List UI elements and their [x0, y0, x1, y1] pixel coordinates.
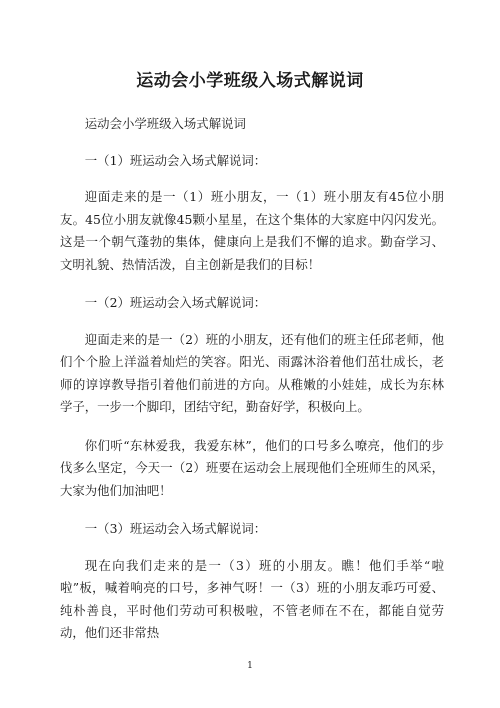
section-heading-class-1: 一（1）班运动会入场式解说词： [84, 152, 267, 168]
section-heading-class-3: 一（3）班运动会入场式解说词： [84, 521, 267, 536]
paragraph-class-2-b: 你们听“东林爱我，我爱东林”，他们的口号多么嘹亮，他们的步伐多么坚定，今天一（2）班要在运动会上展现他们全班师生的风采，大家为他们加油吧！ [60, 437, 444, 498]
paragraph-class-3: 现在向我们走来的是一（3）班的小朋友。瞧！他们手举“啦啦”板，喊着响亮的口号，多神气呀！一（3）班的小朋友乖巧可爱、纯朴善良，平时他们劳动可积极啦，不管老师在不在，都能自觉劳动，他们还非常热 [60, 557, 444, 640]
subtitle-paragraph: 运动会小学班级入场式解说词 [84, 116, 246, 131]
paragraph-class-1: 迎面走来的是一（1）班小朋友，一（1）班小朋友有45位小朋友。45位小朋友就像45颗小星星，在这个集体的大家庭中闪闪发光。这是一个朝气蓬勃的集体，健康向上是我们不懈的追求。勤奋学习、文明礼貌、热情活泼，自主创新是我们的目标！ [60, 189, 444, 272]
document-body [60, 113, 444, 661]
page-title: 运动会小学班级入场式解说词 [136, 71, 364, 91]
section-heading-class-2: 一（2）班运动会入场式解说词： [84, 295, 267, 310]
paragraph-class-2-a: 迎面走来的是一（2）班的小朋友，还有他们的班主任邱老师，他们个个脸上洋溢着灿烂的笑容。阳光、雨露沐浴着他们茁壮成长，老师的谆谆教导指引着他们前进的方向。从稚嫩的小娃娃，成长为东林学子，一步一个脚印，团结守纪，勤奋好学，积极向上。 [60, 331, 444, 414]
page-number: 1 [247, 661, 253, 671]
